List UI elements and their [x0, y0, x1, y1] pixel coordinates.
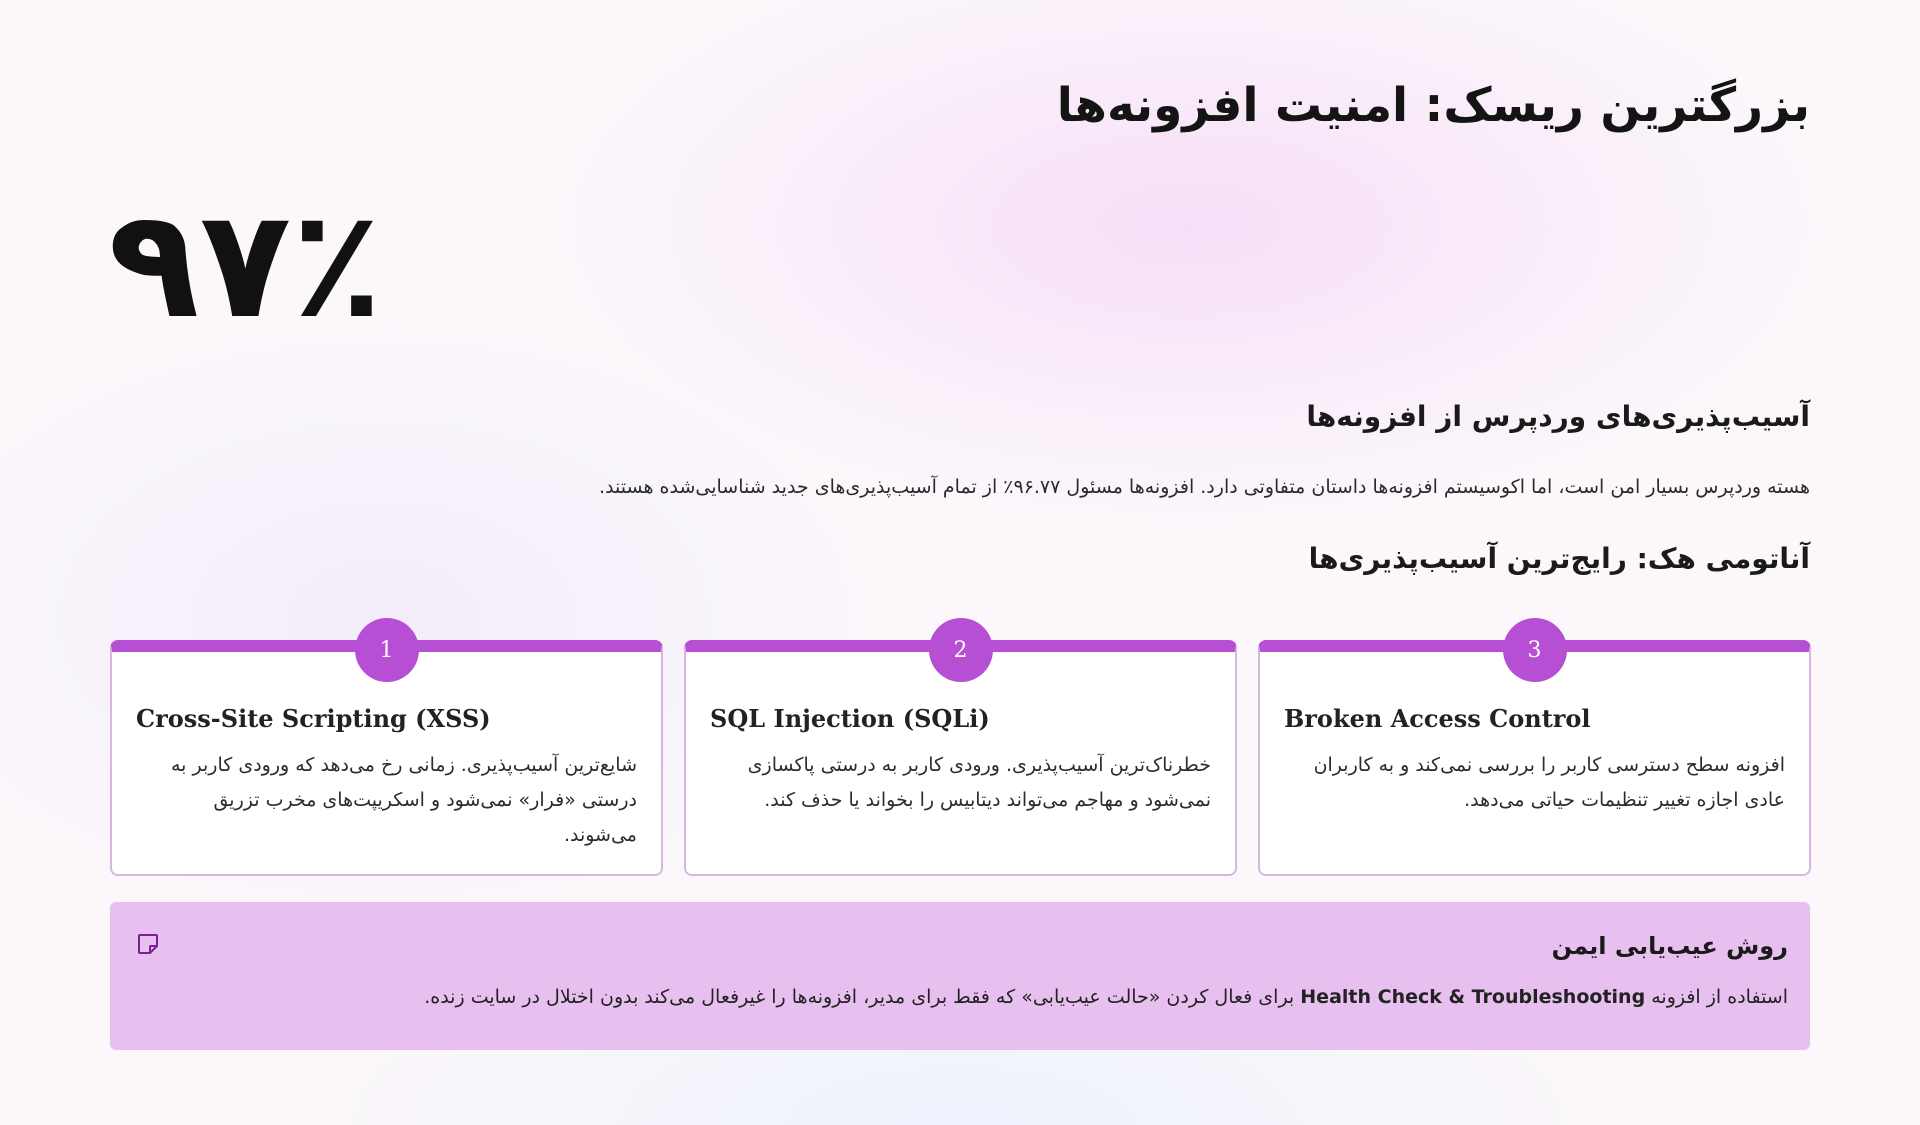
tip-body-prefix: استفاده از افزونه [1651, 986, 1788, 1008]
tip-box [110, 902, 1810, 1050]
vulnerability-card-access-control [1258, 637, 1811, 876]
card-number-badge: 1 [355, 618, 419, 682]
vulnerability-card-xss [110, 637, 663, 876]
big-stat: ۹۷٪ [108, 178, 383, 352]
vulnerability-card-sqli [684, 637, 1237, 876]
section-description: هسته وردپرس بسیار امن است، اما اکوسیستم افزونه‌ها داستان متفاوتی دارد. افزونه‌ها مسئول ۹۶.۷۷٪ از تمام آسیب‌پذیری‌های جدید شناسایی‌شده هستند. [599, 476, 1810, 498]
section-heading: آسیب‌پذیری‌های وردپرس از افزونه‌ها [1306, 400, 1810, 433]
card-body: خطرناک‌ترین آسیب‌پذیری. ورودی کاربر به درستی پاکسازی نمی‌شود و مهاجم می‌تواند دیتابیس را بخواند یا حذف کند. [747, 754, 1211, 811]
page-title: بزرگترین ریسک: امنیت افزونه‌ها [1056, 78, 1810, 133]
card-number-badge: 3 [1503, 618, 1567, 682]
card-body: افزونه سطح دسترسی کاربر را بررسی نمی‌کند و به کاربران عادی اجازه تغییر تنظیمات حیاتی می‌دهد. [1313, 754, 1785, 811]
tip-plugin-name: Health Check & Troubleshooting [1300, 986, 1646, 1008]
tip-body [424, 986, 1788, 1008]
card-title: Broken Access Control [1284, 704, 1591, 733]
anatomy-heading: آناتومی هک: رایج‌ترین آسیب‌پذیری‌ها [1308, 542, 1810, 575]
card-number-badge: 2 [929, 618, 993, 682]
card-title: Cross-Site Scripting (XSS) [136, 704, 491, 733]
note-icon [136, 932, 160, 956]
tip-title: روش عیب‌یابی ایمن [1551, 932, 1788, 960]
card-title: SQL Injection (SQLi) [710, 704, 990, 733]
tip-body-suffix: برای فعال کردن «حالت عیب‌یابی» که فقط برای مدیر، افزونه‌ها را غیرفعال می‌کند بدون اختلال در سایت زنده. [424, 986, 1295, 1008]
card-body: شایع‌ترین آسیب‌پذیری. زمانی رخ می‌دهد که ورودی کاربر به درستی «فرار» نمی‌شود و اسکریپت‌های مخرب تزریق می‌شوند. [170, 754, 637, 846]
